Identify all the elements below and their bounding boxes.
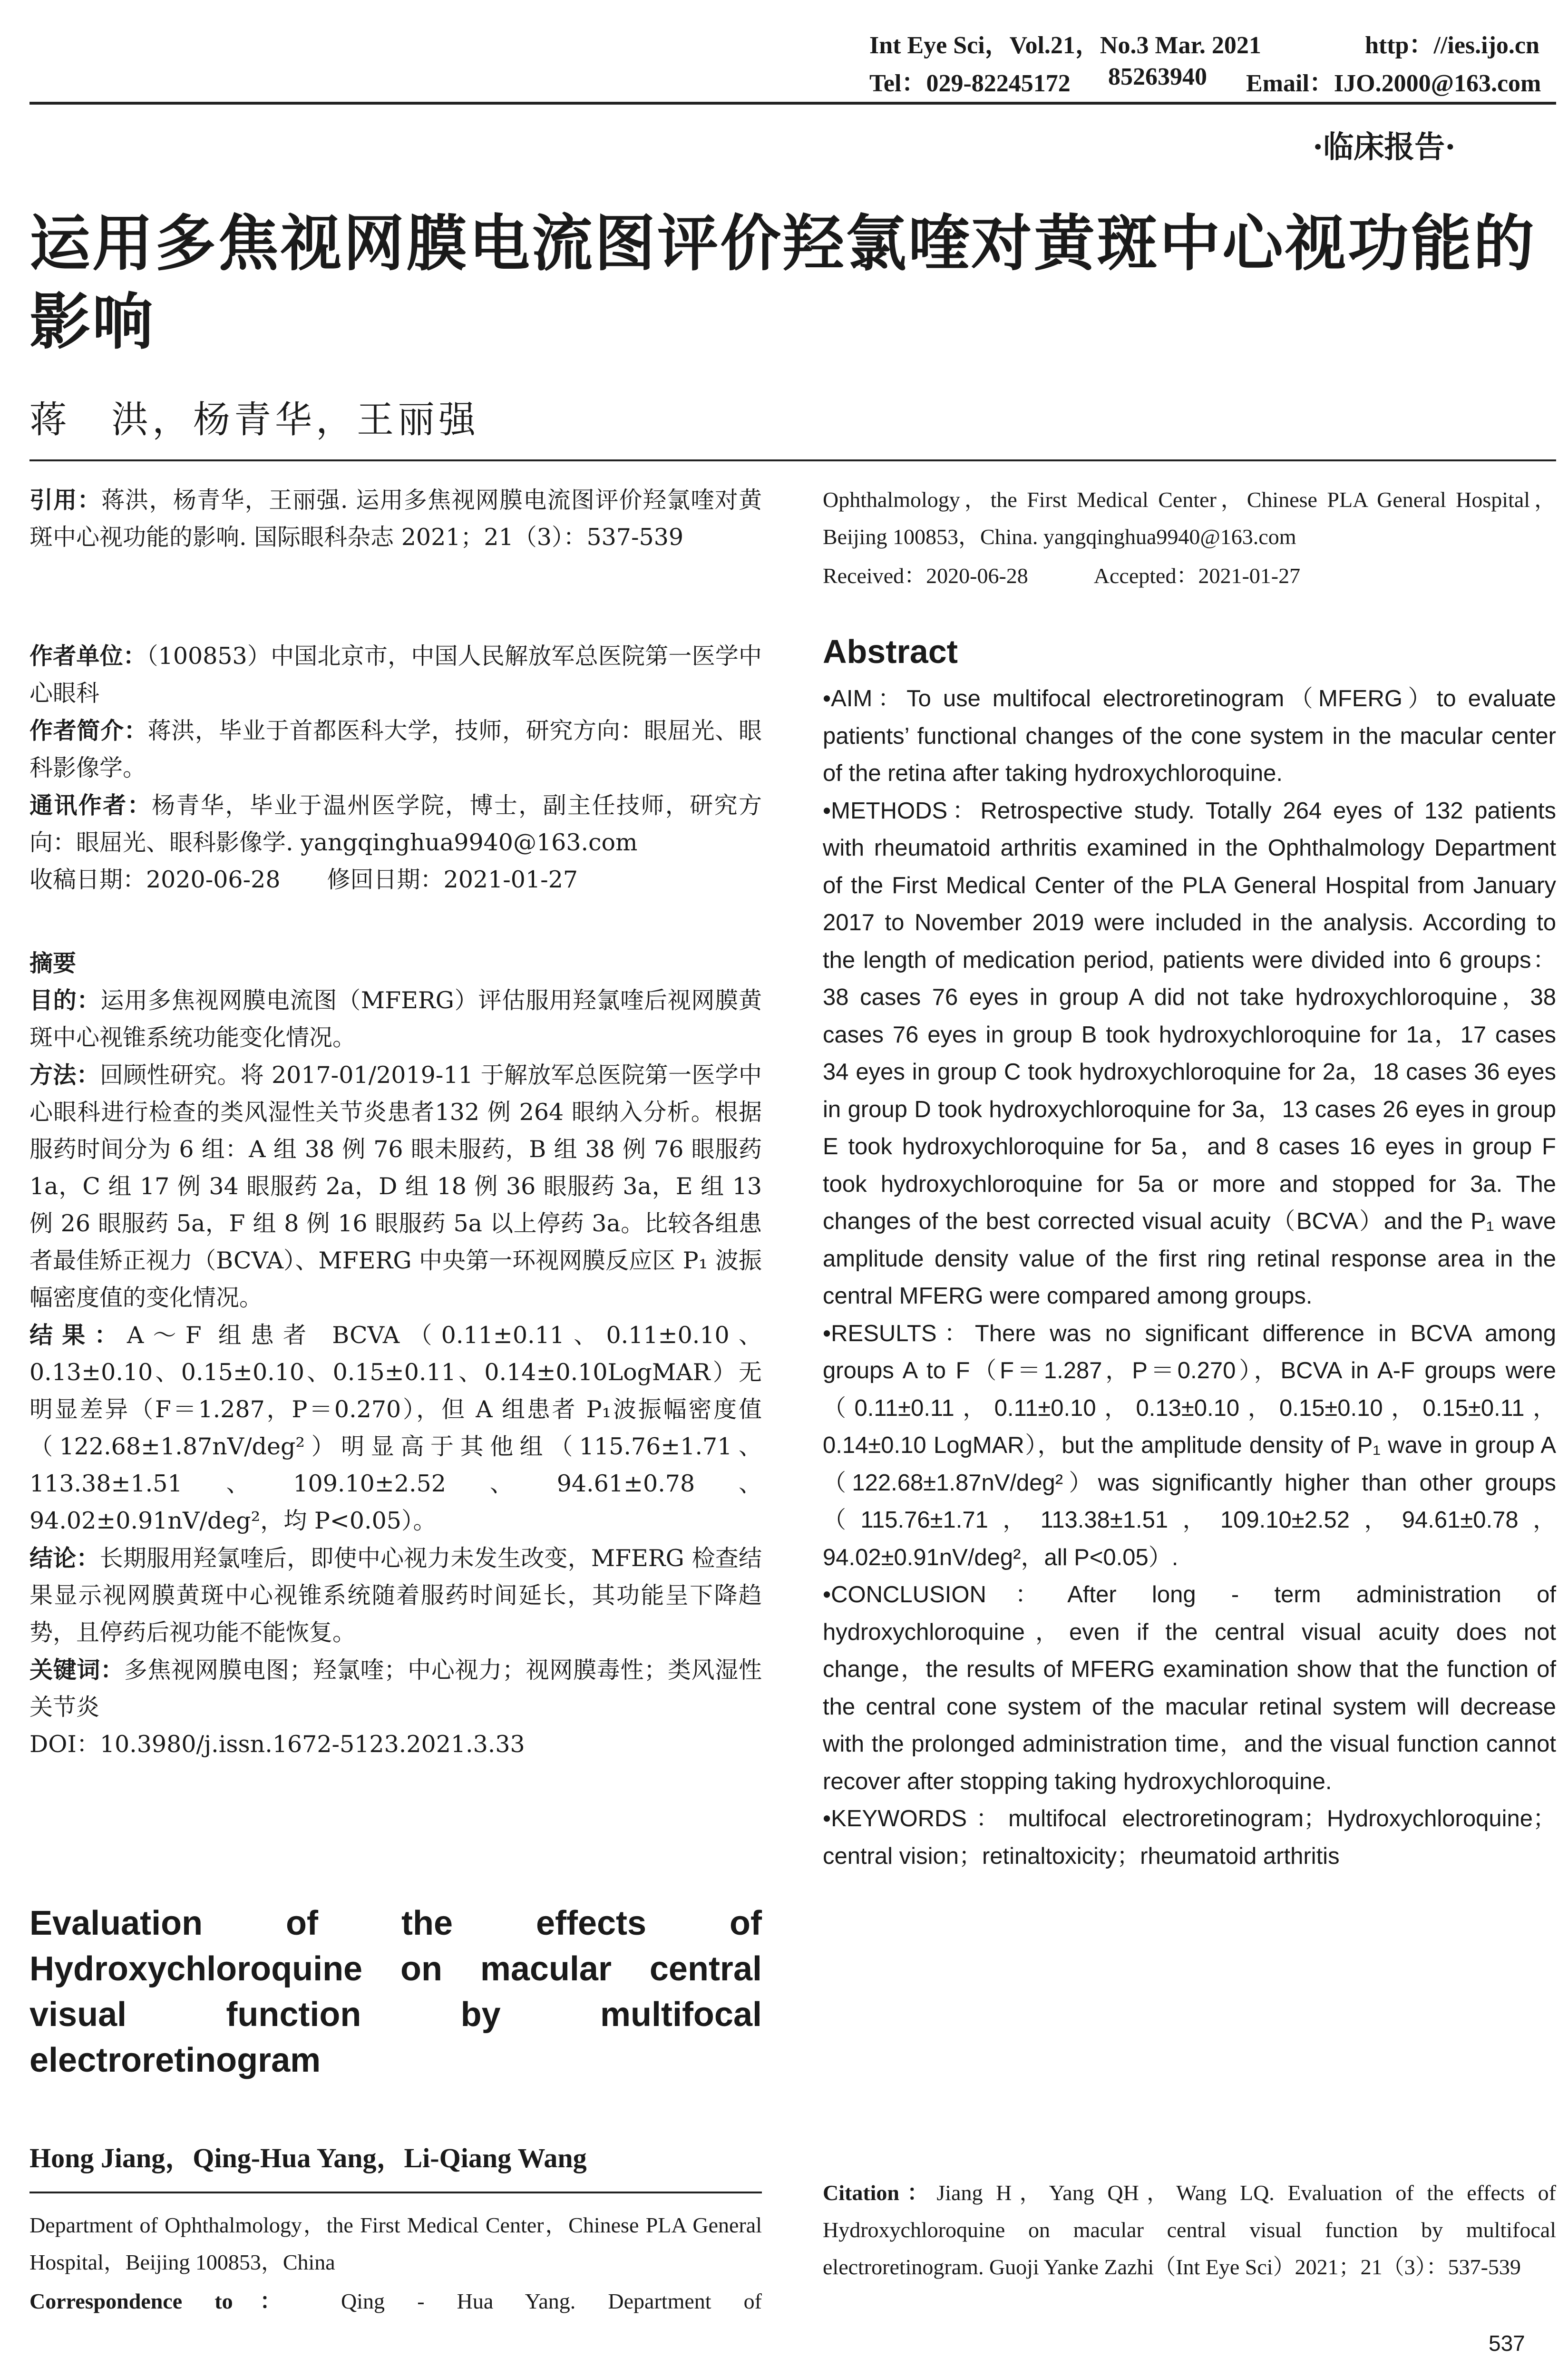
doi[interactable]: DOI：10.3980/j.issn.1672-5123.2021.3.33 <box>29 1731 525 1758</box>
methods-text: 回顾性研究。将 2017-01/2019-11 于解放军总医院第一医学中心眼科进行检查的类风湿性关节炎患者132 例 264 眼纳入分析。根据服药时间分为 6 组：A 组 38 例 76 眼未服药，B 组 38 例 76 眼服药 1a，C 组 17 例 34 眼服药 2a，D 组 18 例 36 眼服药 3a，E 组 13 例 26 眼服药 5a，F 组 8 例 16 眼服药 5a 以上停药 3a。比较各组患者最佳矫正视力（BCVA）、MFERG 中央第一环视网膜反应区 P₁ 波振幅密度值的变化情况。 <box>29 1062 762 1311</box>
en-results-text: There was no significant difference in BCVA among groups A to F（F＝1.287，P＝0.270），BCVA in A-F groups were（0.11±0.11，0.11±0.10，0.13±0.10，0.15±0.10，0.15±0.11，0.14±0.10 LogMAR），but the amplitude density of P₁ wave in group A（122.68±1.87nV/deg²）was significantly higher than other groups（115.76±1.71，113.38±1.51，109.10±2.52，94.61±0.78，94.02±0.91nV/deg²，all P<0.05）. <box>823 1320 1556 1570</box>
en-citation-label: Citation： <box>823 2181 937 2205</box>
abstract-cn <box>29 945 762 1763</box>
title-rule <box>29 459 1556 461</box>
journal-url[interactable]: http：//ies.ijo.cn <box>1365 32 1539 59</box>
en-conclusion-label: •CONCLUSION： <box>823 1582 1068 1607</box>
received-date: 收稿日期：2020-06-28 <box>29 866 281 893</box>
correspondence-label: Correspondence to： <box>29 2289 309 2313</box>
keywords-text: 多焦视网膜电图；羟氯喹；中心视力；视网膜毒性；类风湿性关节炎 <box>29 1656 762 1721</box>
page-number: 537 <box>1489 2331 1525 2356</box>
en-methods-text: Retrospective study. Totally 264 eyes of 132 patients with rheumatoid arthritis examined in the Ophthalmology Department of the First Medical Center of the PLA General Hospital from January 2017 to November 2019 were included in the analysis. According to the length of medication period, patients were divided into 6 groups：38 cases 76 eyes in group A did not take hydroxychloroquine，38 cases 76 eyes in group B took hydroxychloroquine for 1a，17 cases 34 eyes in group C took hydroxychloroquine for 2a，18 cases 36 eyes in group D took hydroxychloroquine for 3a，13 cases 26 eyes in group E took hydroxychloroquine for 5a，and 8 cases 16 eyes in group F took hydroxychloroquine for 5a or more and stopped for 3a. The changes of the best corrected visual acuity（BCVA）and the P₁ wave amplitude density value of the first ring retinal response area in the central MFERG were compared among groups. <box>823 798 1557 1309</box>
en-methods-label: •METHODS： <box>823 798 981 824</box>
objective-text: 运用多焦视网膜电流图（MFERG）评估服用羟氯喹后视网膜黄斑中心视锥系统功能变化情况。 <box>29 987 762 1051</box>
bio-label: 作者简介： <box>29 717 148 744</box>
objective-label: 目的： <box>29 986 101 1014</box>
citation-text: 蒋洪，杨青华，王丽强. 运用多焦视网膜电流图评价羟氯喹对黄斑中心视功能的影响. 国际眼科杂志 2021；21（3）：537-539 <box>29 487 762 551</box>
journal-info: Int Eye Sci，Vol.21，No.3 Mar. 2021 <box>869 32 1261 59</box>
en-citation-text: Jiang H，Yang QH，Wang LQ. Evaluation of the effects of Hydroxychloroquine on macular central visual function by multifocal electroretinogram. Guoji Yanke Zazhi（Int Eye Sci）2021；21（3）：537-539 <box>823 2181 1556 2279</box>
article-authors: 蒋 洪，杨青华，王丽强 <box>29 399 480 441</box>
corresponding-text: 杨青华，毕业于温州医学院，博士，副主任技师，研究方向：眼屈光、眼科影像学. yangqinghua9940@163.com <box>29 792 762 856</box>
citation-cn <box>29 481 762 556</box>
bio-text: 蒋洪，毕业于首都医科大学，技师，研究方向：眼屈光、眼科影像学。 <box>29 717 762 781</box>
journal-tel: Tel：029-82245172 <box>869 70 1071 97</box>
en-conclusion-text: After long - term administration of hydroxychloroquine，even if the central visual acuity does not change，the results of MFERG examination show that the function of the central cone system of the macular retinal system will decrease with the prolonged administration time，and the visual function cannot recover after stopping taking hydroxychloroquine. <box>823 1582 1556 1794</box>
affiliation-label: 作者单位： <box>29 642 146 670</box>
results-text: A～F 组患者 BCVA（0.11±0.11、0.11±0.10、0.13±0.10、0.15±0.10、0.15±0.11、0.14±0.10LogMAR）无明显差异（F＝1.287，P＝0.270），但 A 组患者 P₁波振幅密度值（122.68±1.87nV/deg²）明显高于其他组（115.76±1.71、113.38±1.51、109.10±2.52、94.61±0.78、94.02±0.91nV/deg²，均 P<0.05）。 <box>29 1322 762 1534</box>
journal-tel2: 85263940 <box>1108 63 1207 90</box>
affiliation-text: （100853）中国北京市，中国人民解放军总医院第一医学中心眼科 <box>29 643 762 707</box>
aim-label: •AIM： <box>823 686 907 711</box>
affiliation-rule <box>29 2192 762 2193</box>
english-affiliation: Department of Ophthalmology，the First Medical Center，Chinese PLA General Hospital，Beijing 100853，China <box>29 2213 762 2274</box>
en-received-date: Received：2020-06-28 <box>823 564 1028 588</box>
en-results-label: •RESULTS： <box>823 1320 975 1346</box>
conclusion-text: 长期服用羟氯喹后，即使中心视力未发生改变，MFERG 检查结果显示视网膜黄斑中心视锥系统随着服药时间延长，其功能呈下降趋势，且停药后视功能不能恢复。 <box>29 1545 762 1646</box>
abstract-en-heading: Abstract <box>823 633 958 670</box>
section-tag: ·临床报告· <box>1313 129 1456 165</box>
revised-date: 修回日期：2021-01-27 <box>327 866 578 893</box>
correspondence <box>29 2283 762 2320</box>
en-dates <box>823 557 1556 594</box>
header-rule <box>29 102 1556 105</box>
article-title: 运用多焦视网膜电流图评价羟氯喹对黄斑中心视功能的影响 <box>29 208 1537 358</box>
journal-email[interactable]: Email：IJO.2000@163.com <box>1246 70 1541 97</box>
english-title: Evaluation of the effects of Hydroxychloroquine on macular central visual function by multifocal electroretinogram <box>29 1904 762 2079</box>
citation-label: 引用： <box>29 486 101 514</box>
en-accepted-date: Accepted：2021-01-27 <box>1093 564 1301 588</box>
author-info <box>29 637 762 898</box>
corresponding-label: 通讯作者： <box>29 791 152 819</box>
methods-label: 方法： <box>29 1061 100 1089</box>
keywords-label: 关键词： <box>29 1656 124 1684</box>
results-label: 结果： <box>29 1321 127 1349</box>
correspondence-continued: Ophthalmology，the First Medical Center，Chinese PLA General Hospital，Beijing 100853，China. yangqinghua9940@163.com <box>823 487 1556 549</box>
correspondence-text: Qing - Hua Yang. Department of <box>341 2289 762 2313</box>
aim-text: To use multifocal electroretinogram（MFERG）to evaluate patients’ functional changes of the cone system in the macular center of the retina after taking hydroxychloroquine. <box>823 686 1556 786</box>
en-keywords-text: multifocal electroretinogram；Hydroxychloroquine；central vision；retinaltoxicity；rheumatoid arthritis <box>823 1806 1556 1869</box>
abstract-en <box>823 680 1556 1875</box>
conclusion-label: 结论： <box>29 1544 100 1572</box>
en-keywords-label: •KEYWORDS： <box>823 1806 1009 1831</box>
en-citation <box>823 2174 1556 2286</box>
abstract-cn-heading: 摘要 <box>29 949 77 977</box>
english-authors: Hong Jiang，Qing-Hua Yang，Li-Qiang Wang <box>29 2143 587 2173</box>
